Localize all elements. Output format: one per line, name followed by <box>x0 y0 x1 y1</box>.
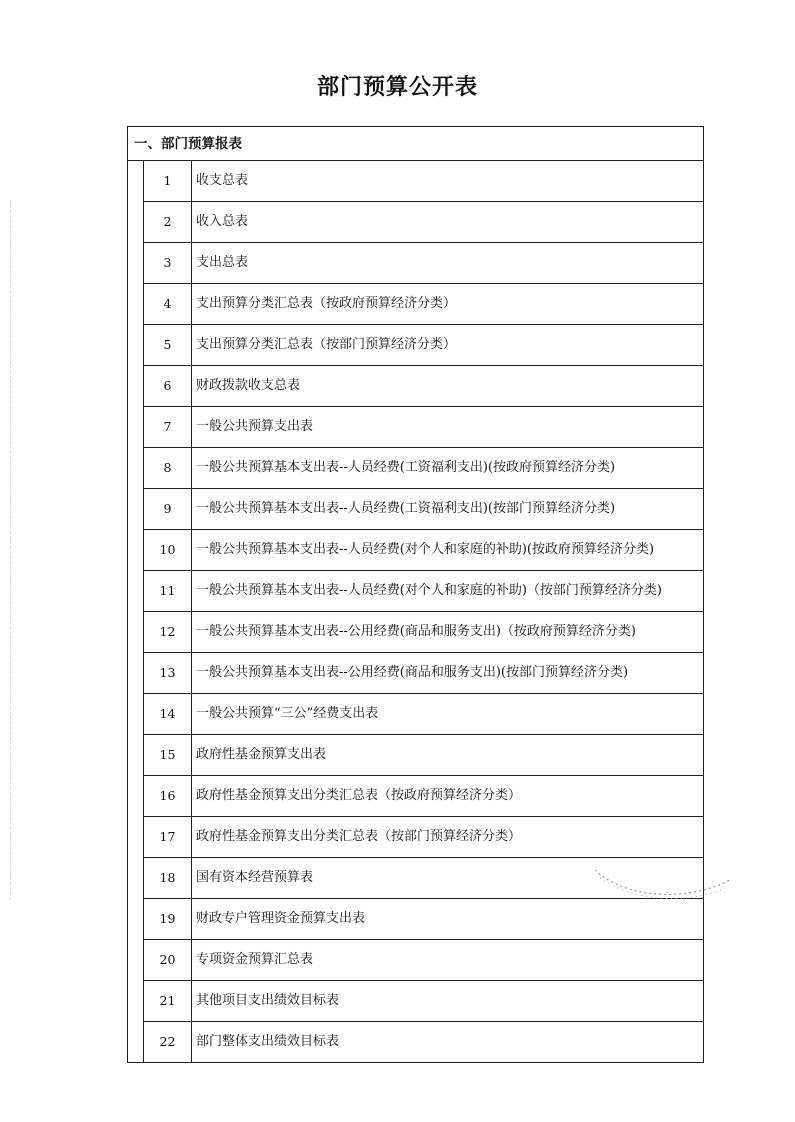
indent-cell <box>128 940 144 981</box>
row-number: 12 <box>144 612 192 653</box>
row-number: 22 <box>144 1022 192 1063</box>
table-row <box>128 899 704 940</box>
table-row <box>128 981 704 1022</box>
indent-cell <box>128 735 144 776</box>
indent-cell <box>128 571 144 612</box>
row-number: 11 <box>144 571 192 612</box>
budget-report-table <box>127 126 704 1063</box>
row-number: 5 <box>144 325 192 366</box>
report-name: 专项资金预算汇总表 <box>192 940 704 981</box>
report-name: 部门整体支出绩效目标表 <box>192 1022 704 1063</box>
section-header-row <box>128 127 704 161</box>
indent-cell <box>128 858 144 899</box>
row-number: 15 <box>144 735 192 776</box>
report-name: 一般公共预算“三公”经费支出表 <box>192 694 704 735</box>
row-number: 18 <box>144 858 192 899</box>
report-name: 财政拨款收支总表 <box>192 366 704 407</box>
table-row <box>128 817 704 858</box>
report-name: 支出预算分类汇总表（按部门预算经济分类） <box>192 325 704 366</box>
indent-cell <box>128 694 144 735</box>
report-name: 一般公共预算支出表 <box>192 407 704 448</box>
table-row <box>128 161 704 202</box>
table-row <box>128 202 704 243</box>
row-number: 2 <box>144 202 192 243</box>
row-number: 10 <box>144 530 192 571</box>
row-number: 21 <box>144 981 192 1022</box>
table-row <box>128 366 704 407</box>
indent-cell <box>128 981 144 1022</box>
row-number: 17 <box>144 817 192 858</box>
row-number: 14 <box>144 694 192 735</box>
indent-cell <box>128 817 144 858</box>
table-row <box>128 243 704 284</box>
scan-margin-line <box>10 200 11 900</box>
section-label: 一、部门预算报表 <box>128 127 704 161</box>
report-name: 支出预算分类汇总表（按政府预算经济分类） <box>192 284 704 325</box>
indent-cell <box>128 448 144 489</box>
indent-cell <box>128 202 144 243</box>
table-row <box>128 653 704 694</box>
table-row <box>128 612 704 653</box>
row-number: 4 <box>144 284 192 325</box>
row-number: 7 <box>144 407 192 448</box>
indent-cell <box>128 776 144 817</box>
indent-cell <box>128 243 144 284</box>
indent-cell <box>128 653 144 694</box>
report-name: 国有资本经营预算表 <box>192 858 704 899</box>
indent-cell <box>128 612 144 653</box>
indent-cell <box>128 489 144 530</box>
report-name: 支出总表 <box>192 243 704 284</box>
indent-cell <box>128 366 144 407</box>
report-name: 收入总表 <box>192 202 704 243</box>
table-row <box>128 284 704 325</box>
table-row <box>128 776 704 817</box>
table-row <box>128 325 704 366</box>
report-name: 一般公共预算基本支出表--人员经费(工资福利支出)(按部门预算经济分类) <box>192 489 704 530</box>
row-number: 13 <box>144 653 192 694</box>
table-row <box>128 858 704 899</box>
indent-cell <box>128 1022 144 1063</box>
table-row <box>128 735 704 776</box>
row-number: 19 <box>144 899 192 940</box>
table-row <box>128 530 704 571</box>
row-number: 9 <box>144 489 192 530</box>
indent-cell <box>128 161 144 202</box>
page-title: 部门预算公开表 <box>316 75 478 100</box>
table-row <box>128 489 704 530</box>
indent-cell <box>128 530 144 571</box>
table-row <box>128 1022 704 1063</box>
report-name: 政府性基金预算支出分类汇总表（按部门预算经济分类） <box>192 817 704 858</box>
table-row <box>128 407 704 448</box>
table-row <box>128 448 704 489</box>
row-number: 16 <box>144 776 192 817</box>
row-number: 8 <box>144 448 192 489</box>
table-row <box>128 940 704 981</box>
report-name: 其他项目支出绩效目标表 <box>192 981 704 1022</box>
indent-cell <box>128 899 144 940</box>
report-name: 一般公共预算基本支出表--公用经费(商品和服务支出)(按部门预算经济分类) <box>192 653 704 694</box>
row-number: 20 <box>144 940 192 981</box>
table-body <box>128 127 704 1063</box>
report-name: 一般公共预算基本支出表--公用经费(商品和服务支出)（按政府预算经济分类) <box>192 612 704 653</box>
report-name: 一般公共预算基本支出表--人员经费(对个人和家庭的补助)（按部门预算经济分类) <box>192 571 704 612</box>
table-row <box>128 571 704 612</box>
report-name: 一般公共预算基本支出表--人员经费(对个人和家庭的补助)(按政府预算经济分类) <box>192 530 704 571</box>
indent-cell <box>128 325 144 366</box>
report-name: 一般公共预算基本支出表--人员经费(工资福利支出)(按政府预算经济分类) <box>192 448 704 489</box>
table-row <box>128 694 704 735</box>
indent-cell <box>128 407 144 448</box>
report-name: 政府性基金预算支出分类汇总表（按政府预算经济分类） <box>192 776 704 817</box>
report-name: 政府性基金预算支出表 <box>192 735 704 776</box>
row-number: 6 <box>144 366 192 407</box>
row-number: 3 <box>144 243 192 284</box>
row-number: 1 <box>144 161 192 202</box>
indent-cell <box>128 284 144 325</box>
report-name: 收支总表 <box>192 161 704 202</box>
report-name: 财政专户管理资金预算支出表 <box>192 899 704 940</box>
